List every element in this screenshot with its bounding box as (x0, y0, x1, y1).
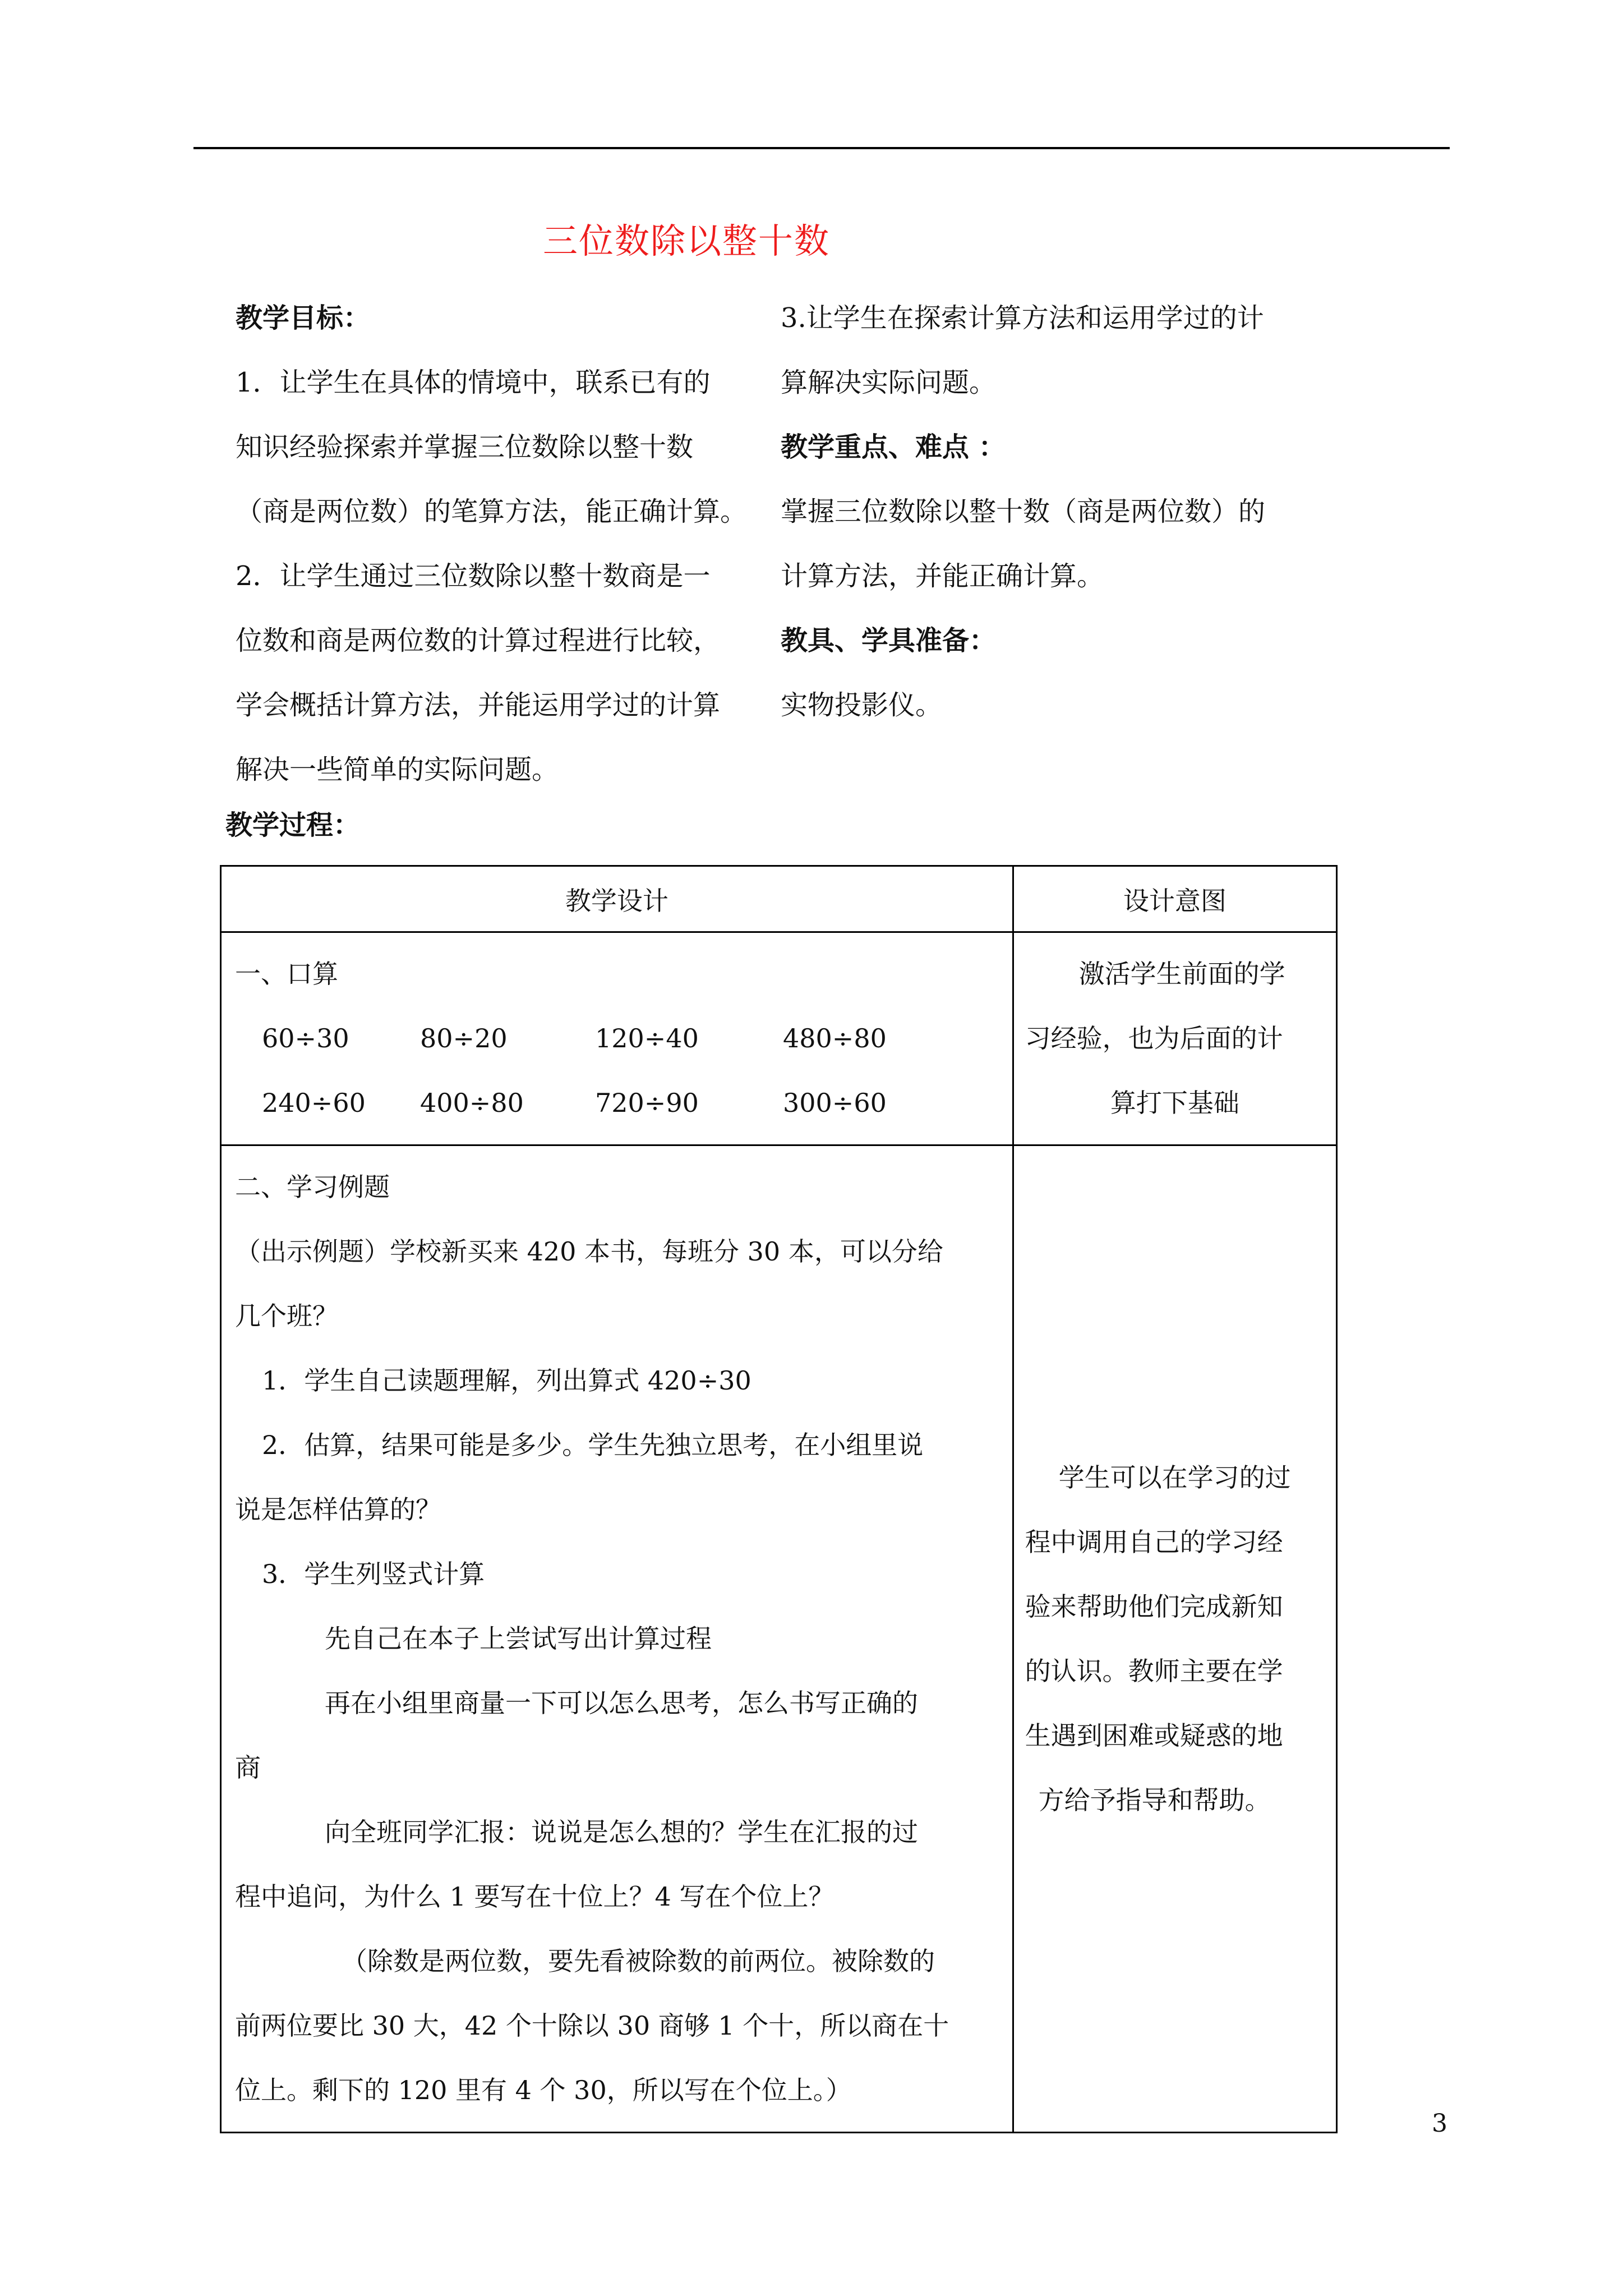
example-line: 几个班？ (235, 1301, 338, 1331)
example-line: 1．学生自己读题理解，列出算式 420÷30 (262, 1365, 751, 1396)
objective-line: 位数和商是两位数的计算过程进行比较， (236, 625, 721, 656)
oral-calc-row (235, 1071, 999, 1135)
calc-item: 240÷60 (262, 1088, 366, 1118)
lesson-plan-table (220, 865, 1338, 2133)
table-row (221, 932, 1337, 1145)
oral-calc-cell (221, 932, 1013, 1145)
header-design: 教学设计 (221, 866, 1013, 932)
calc-item: 300÷60 (783, 1088, 887, 1118)
example-line: 2．估算，结果可能是多少。学生先独立思考，在小组里说 (262, 1430, 924, 1460)
document-title: 三位数除以整十数 (543, 220, 831, 261)
example-line: 前两位要比 30 大，42 个十除以 30 商够 1 个十，所以商在十 (235, 2010, 949, 2041)
process-heading: 教学过程： (225, 809, 361, 841)
objective-line: 知识经验探索并掌握三位数除以整十数 (236, 431, 694, 463)
oral-intent-cell (1013, 932, 1336, 1145)
header-intent: 设计意图 (1013, 866, 1336, 932)
calc-item: 120÷40 (595, 1023, 699, 1053)
objective-line: （商是两位数）的笔算方法，能正确计算。 (236, 496, 748, 527)
materials-heading: 教具、学具准备： (781, 625, 997, 656)
materials-text: 实物投影仪。 (781, 689, 943, 721)
example-line: 再在小组里商量一下可以怎么思考，怎么书写正确的 (325, 1688, 918, 1718)
calc-item: 480÷80 (783, 1023, 887, 1053)
intent-line: 算打下基础 (1110, 1088, 1239, 1118)
intent-line: 验来帮助他们完成新知 (1025, 1591, 1283, 1622)
page-number: 3 (1432, 2109, 1447, 2138)
calc-item: 80÷20 (420, 1023, 508, 1053)
intent-line: 习经验，也为后面的计 (1025, 1023, 1283, 1053)
oral-calc-title: 一、口算 (235, 959, 338, 989)
example-intent-cell (1013, 1145, 1336, 2133)
example-line: 3．学生列竖式计算 (262, 1559, 485, 1589)
objectives-column (236, 286, 768, 802)
keypoints-heading: 教学重点、难点 ： (781, 431, 1006, 463)
example-line: 先自己在本子上尝试写出计算过程 (325, 1623, 712, 1654)
objective-line: 2．让学生通过三位数除以整十数商是一 (236, 560, 711, 592)
objective-line: 3.让学生在探索计算方法和运用学过的计 (781, 302, 1264, 334)
example-line: 向全班同学汇报：说说是怎么想的？学生在汇报的过 (325, 1817, 918, 1847)
keypoints-line: 计算方法，并能正确计算。 (781, 560, 1104, 592)
example-cell (221, 1145, 1013, 2133)
calc-item: 720÷90 (595, 1088, 699, 1118)
oral-calc-row (235, 1006, 999, 1071)
keypoints-column (781, 286, 1336, 738)
calc-item: 400÷80 (420, 1088, 524, 1118)
table-header-row (221, 866, 1337, 932)
intent-line: 的认识。教师主要在学 (1025, 1655, 1283, 1686)
calc-item: 60÷30 (262, 1023, 349, 1053)
objective-line: 学会概括计算方法，并能运用学过的计算 (236, 689, 721, 721)
intent-line: 生遇到困难或疑惑的地 (1025, 1720, 1283, 1751)
intent-line: 程中调用自己的学习经 (1025, 1526, 1283, 1557)
example-line: （除数是两位数，要先看被除数的前两位。被除数的 (342, 1946, 935, 1976)
example-line: 程中追问，为什么 1 要写在十位上？4 写在个位上？ (235, 1881, 834, 1912)
keypoints-line: 掌握三位数除以整十数（商是两位数）的 (781, 496, 1266, 527)
example-line: （出示例题）学校新买来 420 本书，每班分 30 本，可以分给 (235, 1236, 943, 1267)
example-line: 位上。剩下的 120 里有 4 个 30，所以写在个位上。） (235, 2075, 852, 2105)
objectives-heading: 教学目标： (236, 302, 371, 334)
example-line: 商 (235, 1752, 261, 1783)
header-rule (193, 147, 1450, 149)
intent-line: 学生可以在学习的过 (1058, 1462, 1291, 1493)
objective-line: 算解决实际问题。 (781, 367, 997, 398)
example-title: 二、学习例题 (235, 1172, 390, 1202)
intent-line: 方给予指导和帮助。 (1038, 1784, 1271, 1815)
objective-line: 解决一些简单的实际问题。 (236, 754, 559, 785)
intent-line: 激活学生前面的学 (1078, 959, 1285, 989)
table-row (221, 1145, 1337, 2133)
objective-line: 1．让学生在具体的情境中，联系已有的 (236, 367, 711, 398)
example-line: 说是怎样估算的？ (235, 1494, 441, 1525)
